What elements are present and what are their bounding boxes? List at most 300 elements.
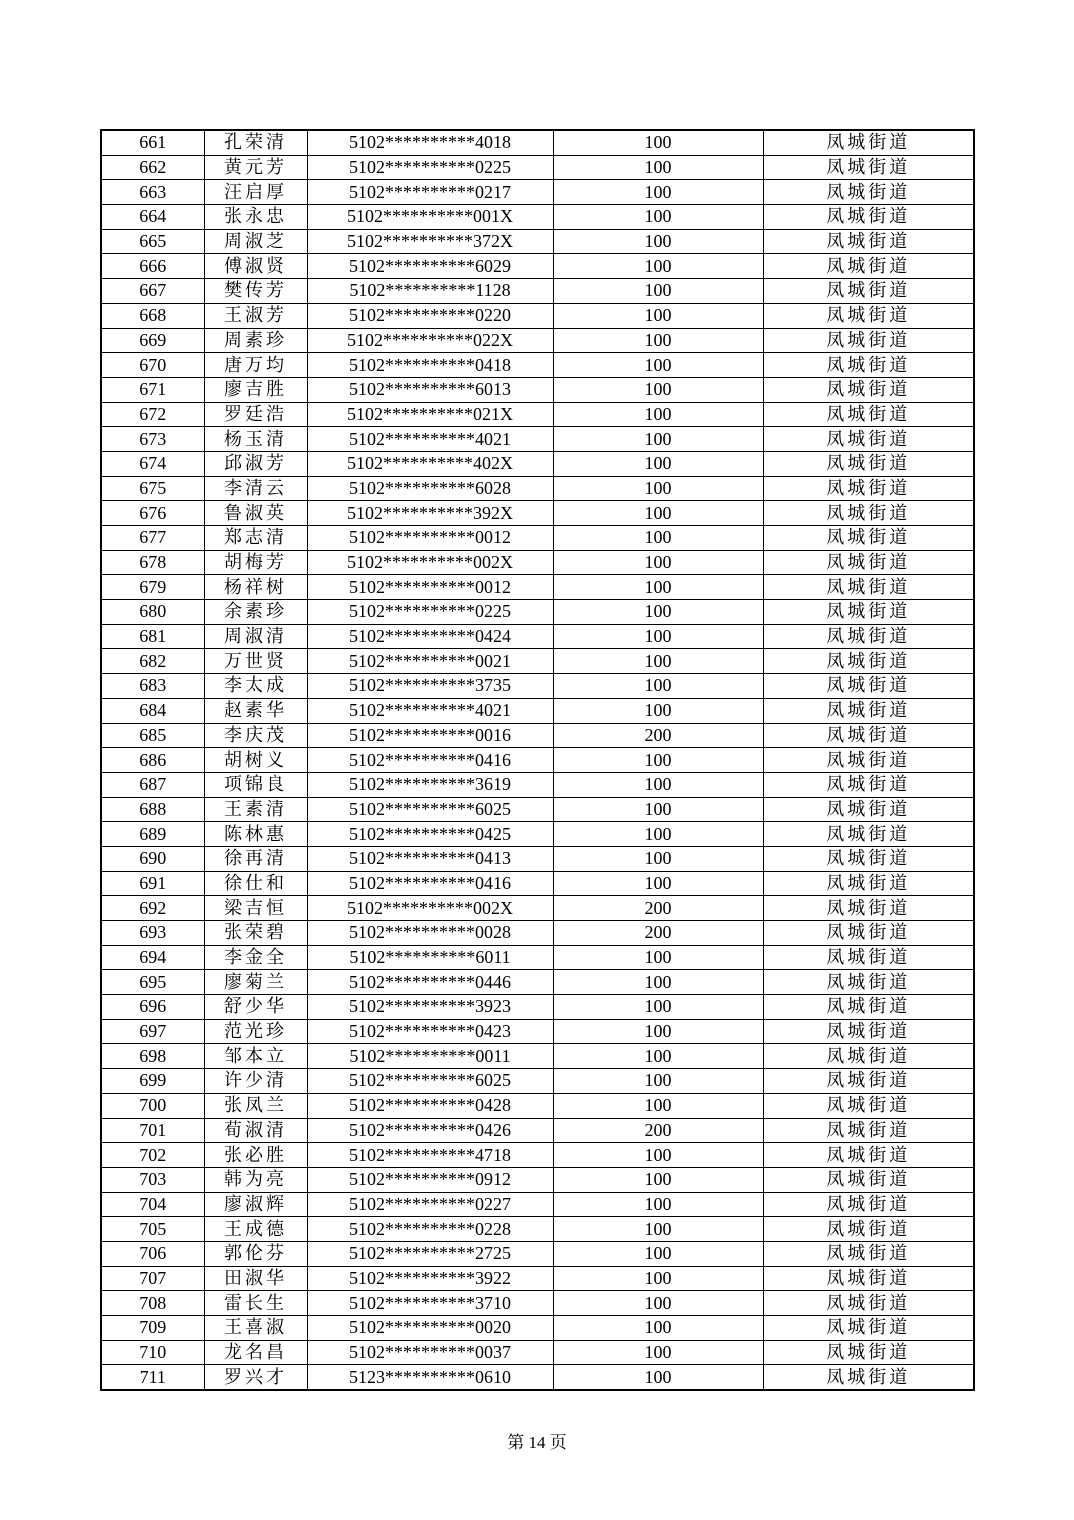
cell-amount: 100: [553, 649, 763, 674]
cell-area: 凤城街道: [763, 797, 974, 822]
cell-number: 700: [101, 1093, 204, 1118]
table-row: [101, 1217, 974, 1242]
cell-area: 凤城街道: [763, 698, 974, 723]
cell-amount: 100: [553, 476, 763, 501]
table-row: [101, 1143, 974, 1168]
cell-area: 凤城街道: [763, 279, 974, 304]
cell-number: 709: [101, 1316, 204, 1341]
cell-name: 廖淑辉: [204, 1192, 307, 1217]
cell-area: 凤城街道: [763, 970, 974, 995]
cell-area: 凤城街道: [763, 871, 974, 896]
cell-amount: 100: [553, 1019, 763, 1044]
cell-name: 周淑清: [204, 624, 307, 649]
cell-amount: 100: [553, 846, 763, 871]
cell-amount: 100: [553, 1069, 763, 1094]
cell-id-number: 5102**********0016: [307, 723, 553, 748]
cell-number: 680: [101, 600, 204, 625]
cell-area: 凤城街道: [763, 624, 974, 649]
table-row: [101, 328, 974, 353]
cell-number: 662: [101, 155, 204, 180]
cell-id-number: 5102**********372X: [307, 229, 553, 254]
table-row: [101, 748, 974, 773]
cell-name: 王成德: [204, 1217, 307, 1242]
cell-name: 罗廷浩: [204, 402, 307, 427]
cell-amount: 100: [553, 871, 763, 896]
cell-number: 685: [101, 723, 204, 748]
cell-number: 688: [101, 797, 204, 822]
table-row: [101, 1093, 974, 1118]
table-row: [101, 698, 974, 723]
table-row: [101, 550, 974, 575]
cell-amount: 200: [553, 921, 763, 946]
table-row: [101, 303, 974, 328]
table-row: [101, 1167, 974, 1192]
table-row: [101, 1069, 974, 1094]
table-row: [101, 797, 974, 822]
cell-amount: 200: [553, 1118, 763, 1143]
cell-number: 666: [101, 254, 204, 279]
cell-name: 胡树义: [204, 748, 307, 773]
table-row: [101, 575, 974, 600]
cell-area: 凤城街道: [763, 1167, 974, 1192]
cell-amount: 100: [553, 1266, 763, 1291]
cell-amount: 100: [553, 797, 763, 822]
cell-name: 邹本立: [204, 1044, 307, 1069]
cell-amount: 100: [553, 1044, 763, 1069]
cell-id-number: 5102**********0225: [307, 155, 553, 180]
cell-name: 李清云: [204, 476, 307, 501]
table-row: [101, 526, 974, 551]
table-row: [101, 377, 974, 402]
cell-number: 710: [101, 1340, 204, 1365]
table-row: [101, 1118, 974, 1143]
cell-amount: 100: [553, 303, 763, 328]
cell-name: 范光珍: [204, 1019, 307, 1044]
cell-id-number: 5102**********0426: [307, 1118, 553, 1143]
cell-name: 田淑华: [204, 1266, 307, 1291]
cell-id-number: 5102**********6025: [307, 1069, 553, 1094]
cell-name: 余素珍: [204, 600, 307, 625]
cell-area: 凤城街道: [763, 846, 974, 871]
cell-area: 凤城街道: [763, 995, 974, 1020]
cell-id-number: 5102**********0228: [307, 1217, 553, 1242]
table-row: [101, 476, 974, 501]
cell-amount: 100: [553, 970, 763, 995]
cell-amount: 100: [553, 575, 763, 600]
cell-area: 凤城街道: [763, 1118, 974, 1143]
table-row: [101, 896, 974, 921]
cell-id-number: 5102**********0912: [307, 1167, 553, 1192]
cell-number: 665: [101, 229, 204, 254]
table-row: [101, 1019, 974, 1044]
cell-area: 凤城街道: [763, 526, 974, 551]
table-row: [101, 624, 974, 649]
cell-number: 695: [101, 970, 204, 995]
cell-id-number: 5102**********4718: [307, 1143, 553, 1168]
cell-number: 664: [101, 205, 204, 230]
cell-area: 凤城街道: [763, 303, 974, 328]
cell-number: 694: [101, 945, 204, 970]
cell-number: 711: [101, 1365, 204, 1390]
cell-area: 凤城街道: [763, 1192, 974, 1217]
table-row: [101, 353, 974, 378]
cell-amount: 100: [553, 822, 763, 847]
cell-area: 凤城街道: [763, 674, 974, 699]
cell-number: 675: [101, 476, 204, 501]
cell-amount: 100: [553, 451, 763, 476]
cell-number: 672: [101, 402, 204, 427]
cell-name: 张凤兰: [204, 1093, 307, 1118]
cell-id-number: 5102**********4018: [307, 130, 553, 155]
cell-name: 韩为亮: [204, 1167, 307, 1192]
table-row: [101, 846, 974, 871]
table-row: [101, 1365, 974, 1390]
table-row: [101, 674, 974, 699]
cell-amount: 100: [553, 501, 763, 526]
table-row: [101, 402, 974, 427]
cell-id-number: 5102**********3710: [307, 1291, 553, 1316]
cell-area: 凤城街道: [763, 402, 974, 427]
cell-amount: 100: [553, 229, 763, 254]
cell-name: 徐仕和: [204, 871, 307, 896]
cell-id-number: 5102**********3619: [307, 772, 553, 797]
cell-id-number: 5102**********6013: [307, 377, 553, 402]
cell-number: 707: [101, 1266, 204, 1291]
cell-number: 689: [101, 822, 204, 847]
cell-id-number: 5102**********0037: [307, 1340, 553, 1365]
cell-amount: 100: [553, 205, 763, 230]
cell-number: 669: [101, 328, 204, 353]
cell-id-number: 5102**********4021: [307, 698, 553, 723]
cell-number: 683: [101, 674, 204, 699]
cell-area: 凤城街道: [763, 822, 974, 847]
cell-number: 682: [101, 649, 204, 674]
cell-id-number: 5123**********0610: [307, 1365, 553, 1390]
cell-area: 凤城街道: [763, 600, 974, 625]
cell-amount: 100: [553, 1167, 763, 1192]
cell-id-number: 5102**********0012: [307, 526, 553, 551]
cell-id-number: 5102**********0217: [307, 180, 553, 205]
cell-name: 徐再清: [204, 846, 307, 871]
table-row: [101, 970, 974, 995]
cell-amount: 100: [553, 995, 763, 1020]
cell-id-number: 5102**********3735: [307, 674, 553, 699]
cell-number: 702: [101, 1143, 204, 1168]
cell-amount: 100: [553, 945, 763, 970]
cell-amount: 100: [553, 1316, 763, 1341]
cell-amount: 100: [553, 1340, 763, 1365]
cell-number: 696: [101, 995, 204, 1020]
cell-area: 凤城街道: [763, 945, 974, 970]
cell-amount: 100: [553, 353, 763, 378]
cell-name: 郭伦芬: [204, 1241, 307, 1266]
cell-id-number: 5102**********0425: [307, 822, 553, 847]
cell-amount: 100: [553, 1192, 763, 1217]
cell-area: 凤城街道: [763, 501, 974, 526]
cell-area: 凤城街道: [763, 1340, 974, 1365]
cell-amount: 100: [553, 624, 763, 649]
cell-id-number: 5102**********0028: [307, 921, 553, 946]
table-row: [101, 1266, 974, 1291]
cell-area: 凤城街道: [763, 1266, 974, 1291]
cell-amount: 100: [553, 600, 763, 625]
cell-id-number: 5102**********6011: [307, 945, 553, 970]
cell-id-number: 5102**********0418: [307, 353, 553, 378]
table-row: [101, 254, 974, 279]
cell-number: 693: [101, 921, 204, 946]
cell-amount: 100: [553, 1291, 763, 1316]
table-row: [101, 205, 974, 230]
cell-amount: 100: [553, 748, 763, 773]
cell-amount: 100: [553, 402, 763, 427]
cell-name: 许少清: [204, 1069, 307, 1094]
table-row: [101, 1192, 974, 1217]
cell-area: 凤城街道: [763, 649, 974, 674]
cell-number: 684: [101, 698, 204, 723]
cell-name: 罗兴才: [204, 1365, 307, 1390]
cell-area: 凤城街道: [763, 1217, 974, 1242]
cell-number: 671: [101, 377, 204, 402]
cell-area: 凤城街道: [763, 772, 974, 797]
cell-area: 凤城街道: [763, 155, 974, 180]
cell-amount: 100: [553, 550, 763, 575]
cell-name: 张荣碧: [204, 921, 307, 946]
table-row: [101, 871, 974, 896]
cell-amount: 100: [553, 698, 763, 723]
cell-area: 凤城街道: [763, 377, 974, 402]
cell-name: 邱淑芳: [204, 451, 307, 476]
cell-name: 胡梅芳: [204, 550, 307, 575]
table-row: [101, 822, 974, 847]
cell-id-number: 5102**********0011: [307, 1044, 553, 1069]
table-row: [101, 600, 974, 625]
table-row: [101, 945, 974, 970]
cell-name: 张永忠: [204, 205, 307, 230]
cell-id-number: 5102**********6029: [307, 254, 553, 279]
cell-name: 杨玉清: [204, 427, 307, 452]
table-row: [101, 995, 974, 1020]
cell-name: 赵素华: [204, 698, 307, 723]
cell-id-number: 5102**********6028: [307, 476, 553, 501]
cell-number: 703: [101, 1167, 204, 1192]
cell-name: 雷长生: [204, 1291, 307, 1316]
roster-table-body: [101, 130, 974, 1390]
cell-name: 杨祥树: [204, 575, 307, 600]
cell-amount: 100: [553, 155, 763, 180]
cell-id-number: 5102**********2725: [307, 1241, 553, 1266]
cell-area: 凤城街道: [763, 353, 974, 378]
cell-amount: 200: [553, 723, 763, 748]
cell-amount: 100: [553, 254, 763, 279]
cell-name: 郑志清: [204, 526, 307, 551]
table-row: [101, 229, 974, 254]
cell-name: 孔荣清: [204, 130, 307, 155]
table-row: [101, 279, 974, 304]
cell-name: 周淑芝: [204, 229, 307, 254]
table-row: [101, 130, 974, 155]
cell-amount: 100: [553, 1143, 763, 1168]
cell-id-number: 5102**********3922: [307, 1266, 553, 1291]
roster-table-container: [100, 129, 975, 1391]
table-row: [101, 155, 974, 180]
cell-amount: 100: [553, 377, 763, 402]
table-row: [101, 1241, 974, 1266]
cell-amount: 100: [553, 130, 763, 155]
cell-area: 凤城街道: [763, 723, 974, 748]
cell-amount: 100: [553, 772, 763, 797]
table-row: [101, 723, 974, 748]
cell-amount: 100: [553, 674, 763, 699]
table-row: [101, 921, 974, 946]
table-row: [101, 1340, 974, 1365]
table-row: [101, 649, 974, 674]
cell-name: 唐万均: [204, 353, 307, 378]
cell-name: 汪启厚: [204, 180, 307, 205]
cell-name: 王淑芳: [204, 303, 307, 328]
cell-name: 李太成: [204, 674, 307, 699]
cell-amount: 100: [553, 427, 763, 452]
cell-number: 670: [101, 353, 204, 378]
cell-amount: 100: [553, 526, 763, 551]
cell-id-number: 5102**********0225: [307, 600, 553, 625]
cell-name: 陈林惠: [204, 822, 307, 847]
table-row: [101, 772, 974, 797]
cell-id-number: 5102**********002X: [307, 896, 553, 921]
cell-id-number: 5102**********0416: [307, 871, 553, 896]
cell-area: 凤城街道: [763, 1093, 974, 1118]
cell-name: 王素清: [204, 797, 307, 822]
cell-number: 708: [101, 1291, 204, 1316]
cell-area: 凤城街道: [763, 748, 974, 773]
cell-id-number: 5102**********002X: [307, 550, 553, 575]
cell-name: 鲁淑英: [204, 501, 307, 526]
cell-name: 王喜淑: [204, 1316, 307, 1341]
cell-name: 周素珍: [204, 328, 307, 353]
cell-id-number: 5102**********392X: [307, 501, 553, 526]
cell-number: 677: [101, 526, 204, 551]
cell-number: 690: [101, 846, 204, 871]
cell-name: 舒少华: [204, 995, 307, 1020]
cell-id-number: 5102**********3923: [307, 995, 553, 1020]
cell-number: 676: [101, 501, 204, 526]
cell-number: 673: [101, 427, 204, 452]
cell-name: 荀淑清: [204, 1118, 307, 1143]
table-row: [101, 1291, 974, 1316]
cell-number: 699: [101, 1069, 204, 1094]
cell-number: 687: [101, 772, 204, 797]
table-row: [101, 451, 974, 476]
cell-id-number: 5102**********0012: [307, 575, 553, 600]
cell-area: 凤城街道: [763, 575, 974, 600]
cell-area: 凤城街道: [763, 476, 974, 501]
page-number: 第 14 页: [507, 1433, 567, 1452]
cell-area: 凤城街道: [763, 550, 974, 575]
table-row: [101, 1316, 974, 1341]
cell-number: 698: [101, 1044, 204, 1069]
cell-area: 凤城街道: [763, 451, 974, 476]
cell-number: 674: [101, 451, 204, 476]
cell-number: 681: [101, 624, 204, 649]
cell-area: 凤城街道: [763, 328, 974, 353]
cell-id-number: 5102**********0021: [307, 649, 553, 674]
cell-number: 704: [101, 1192, 204, 1217]
cell-area: 凤城街道: [763, 1044, 974, 1069]
cell-name: 廖吉胜: [204, 377, 307, 402]
cell-amount: 100: [553, 1241, 763, 1266]
cell-number: 706: [101, 1241, 204, 1266]
cell-area: 凤城街道: [763, 1316, 974, 1341]
cell-id-number: 5102**********0428: [307, 1093, 553, 1118]
cell-number: 661: [101, 130, 204, 155]
cell-id-number: 5102**********001X: [307, 205, 553, 230]
cell-amount: 100: [553, 1365, 763, 1390]
cell-number: 692: [101, 896, 204, 921]
cell-area: 凤城街道: [763, 205, 974, 230]
cell-amount: 100: [553, 180, 763, 205]
cell-name: 廖菊兰: [204, 970, 307, 995]
cell-name: 龙名昌: [204, 1340, 307, 1365]
cell-id-number: 5102**********4021: [307, 427, 553, 452]
cell-number: 668: [101, 303, 204, 328]
cell-id-number: 5102**********0227: [307, 1192, 553, 1217]
cell-id-number: 5102**********021X: [307, 402, 553, 427]
cell-name: 李金全: [204, 945, 307, 970]
cell-id-number: 5102**********0423: [307, 1019, 553, 1044]
cell-name: 项锦良: [204, 772, 307, 797]
cell-number: 667: [101, 279, 204, 304]
cell-number: 686: [101, 748, 204, 773]
cell-number: 705: [101, 1217, 204, 1242]
cell-name: 傅淑贤: [204, 254, 307, 279]
cell-id-number: 5102**********1128: [307, 279, 553, 304]
cell-area: 凤城街道: [763, 1143, 974, 1168]
cell-id-number: 5102**********402X: [307, 451, 553, 476]
cell-amount: 200: [553, 896, 763, 921]
cell-number: 697: [101, 1019, 204, 1044]
cell-area: 凤城街道: [763, 1365, 974, 1390]
table-row: [101, 1044, 974, 1069]
cell-area: 凤城街道: [763, 1291, 974, 1316]
cell-area: 凤城街道: [763, 1241, 974, 1266]
cell-id-number: 5102**********0424: [307, 624, 553, 649]
cell-number: 679: [101, 575, 204, 600]
cell-name: 张必胜: [204, 1143, 307, 1168]
cell-area: 凤城街道: [763, 1019, 974, 1044]
cell-id-number: 5102**********0020: [307, 1316, 553, 1341]
cell-area: 凤城街道: [763, 229, 974, 254]
cell-name: 万世贤: [204, 649, 307, 674]
table-row: [101, 501, 974, 526]
cell-id-number: 5102**********0220: [307, 303, 553, 328]
roster-table: [100, 129, 975, 1391]
cell-amount: 100: [553, 1217, 763, 1242]
table-row: [101, 180, 974, 205]
table-row: [101, 427, 974, 452]
cell-amount: 100: [553, 279, 763, 304]
cell-name: 李庆茂: [204, 723, 307, 748]
cell-name: 梁吉恒: [204, 896, 307, 921]
cell-area: 凤城街道: [763, 921, 974, 946]
cell-amount: 100: [553, 328, 763, 353]
cell-id-number: 5102**********0413: [307, 846, 553, 871]
cell-number: 663: [101, 180, 204, 205]
cell-number: 701: [101, 1118, 204, 1143]
cell-number: 691: [101, 871, 204, 896]
cell-id-number: 5102**********0416: [307, 748, 553, 773]
cell-area: 凤城街道: [763, 180, 974, 205]
cell-area: 凤城街道: [763, 130, 974, 155]
cell-id-number: 5102**********6025: [307, 797, 553, 822]
